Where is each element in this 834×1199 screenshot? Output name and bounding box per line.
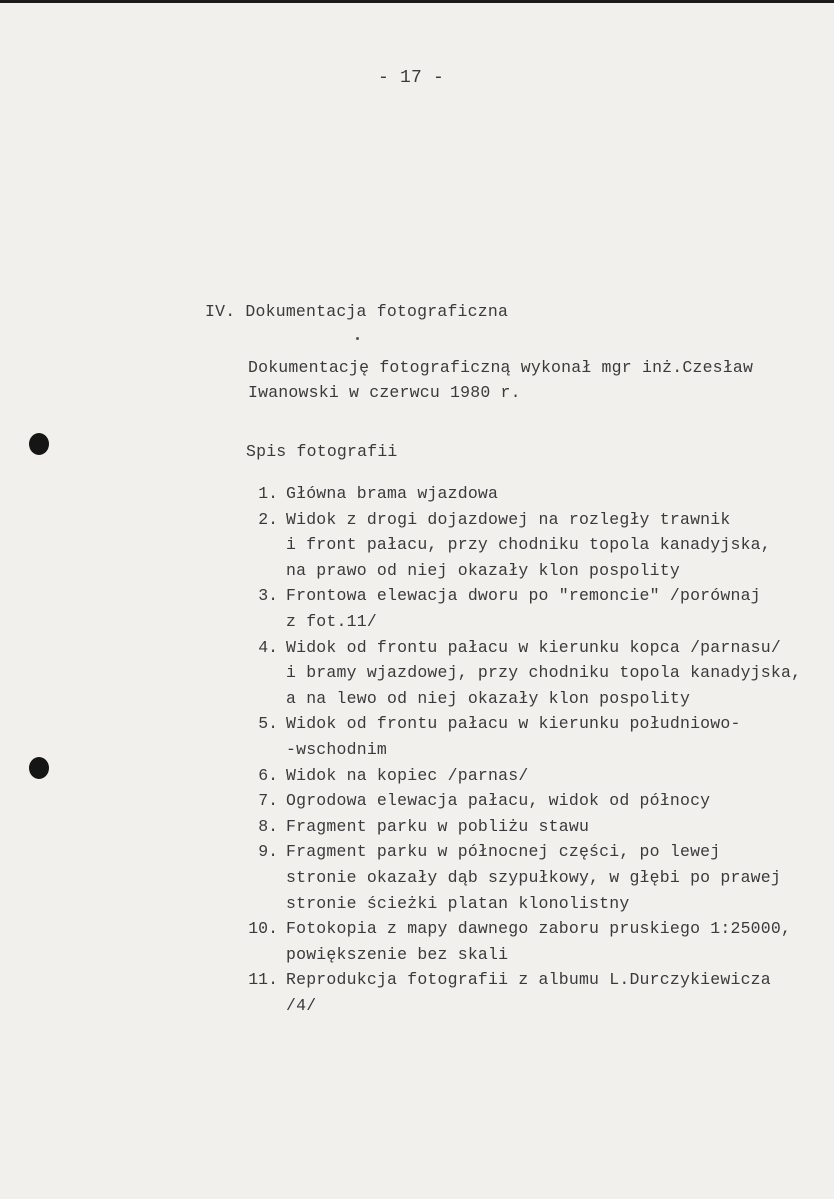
stray-dot xyxy=(356,337,359,340)
list-item-line: i front pałacu, przy chodniku topola kanadyjska, xyxy=(286,535,771,555)
list-item-number: 3. xyxy=(258,586,278,606)
list-item-number: 1. xyxy=(258,484,278,503)
list-item-line: /4/ xyxy=(286,996,317,1015)
list-item-line: a na lewo od niej okazały klon pospolity xyxy=(286,688,691,708)
list-item-number: 8. xyxy=(258,816,278,836)
list-item-line: Widok od frontu pałacu w kierunku południowo- xyxy=(286,714,741,734)
list-item-line: Widok z drogi dojazdowej na rozległy trawnik xyxy=(286,509,731,529)
list-item-line: z fot.11/ xyxy=(286,612,377,631)
list-item-line: stronie okazały dąb szypułkowy, w głębi po prawej xyxy=(286,868,781,887)
list-item-line: Frontowa elewacja dworu po "remoncie" /porównaj xyxy=(286,586,761,606)
list-item-line: Główna brama wjazdowa xyxy=(286,484,499,503)
list-item-line: Fragment parku w północnej części, po lewej xyxy=(286,842,721,862)
list-item-number: 5. xyxy=(258,714,278,734)
list-item-line: powiększenie bez skali xyxy=(286,944,509,964)
scan-top-edge xyxy=(0,0,834,3)
list-item-line: i bramy wjazdowej, przy chodniku topola kanadyjska, xyxy=(286,663,802,683)
list-item-line: Widok od frontu pałacu w kierunku kopca /parnasu/ xyxy=(286,637,781,657)
punch-hole-top xyxy=(29,433,49,455)
list-item-line: Reprodukcja fotografii z albumu L.Durczykiewicza xyxy=(286,970,771,990)
paragraph-line: Dokumentację fotograficzną wykonał mgr inż.Czesław xyxy=(248,358,754,377)
list-item-number: 9. xyxy=(258,842,278,862)
list-title: Spis fotografii xyxy=(246,442,398,461)
list-item-line: Ogrodowa elewacja pałacu, widok od północy xyxy=(286,791,711,811)
list-item-number: 4. xyxy=(258,637,278,657)
list-item-number: 11. xyxy=(248,970,278,990)
list-item-number: 2. xyxy=(258,509,278,529)
list-item-line: na prawo od niej okazały klon pospolity xyxy=(286,560,680,580)
list-item-line: stronie ścieżki platan klonolistny xyxy=(286,893,630,913)
list-item-line: -wschodnim xyxy=(286,740,388,759)
list-item-number: 6. xyxy=(258,765,278,785)
list-item-number: 10. xyxy=(248,919,278,939)
list-item-line: Widok na kopiec /parnas/ xyxy=(286,765,529,785)
list-item-line: Fragment parku w pobliżu stawu xyxy=(286,816,590,836)
list-item-line: Fotokopia z mapy dawnego zaboru pruskiego 1:25000, xyxy=(286,919,792,939)
list-item-number: 7. xyxy=(258,791,278,811)
page-number: - 17 - xyxy=(378,68,445,88)
paragraph-line: Iwanowski w czerwcu 1980 r. xyxy=(248,383,521,402)
punch-hole-bottom xyxy=(29,757,49,779)
section-title: IV. Dokumentacja fotograficzna xyxy=(205,302,509,321)
